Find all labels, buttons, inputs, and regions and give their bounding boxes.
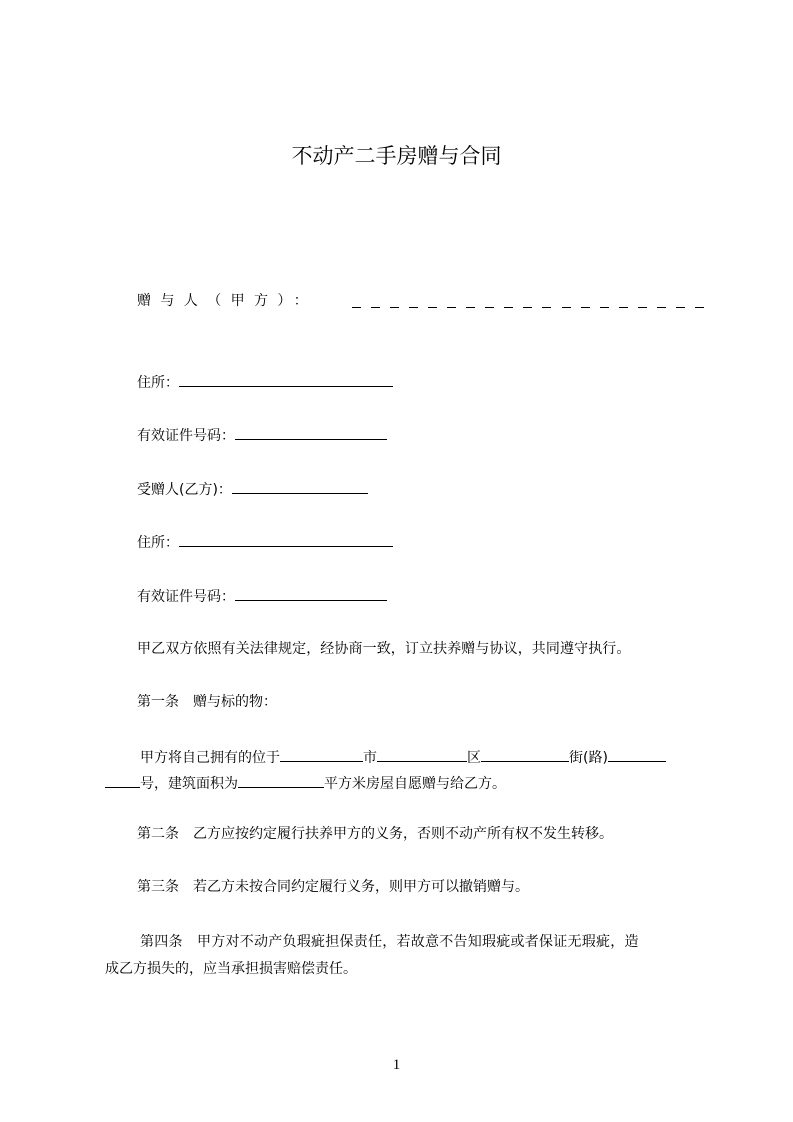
district-label: 区 xyxy=(467,750,481,766)
donee-address-label: 住所： xyxy=(137,535,179,551)
donor-address-label: 住所： xyxy=(137,375,179,391)
donee-id-line xyxy=(137,585,387,607)
page-number: 1 xyxy=(392,1057,401,1073)
donee-id-blank xyxy=(235,585,387,601)
street-number-blank-end xyxy=(105,772,140,788)
donee-address-blank xyxy=(179,531,393,547)
city-blank xyxy=(280,746,363,762)
donor-id-line xyxy=(137,424,387,446)
donee-id-label: 有效证件号码： xyxy=(137,589,235,605)
street-blank xyxy=(481,746,569,762)
district-blank xyxy=(377,746,467,762)
donee-label: 受赠人(乙方)： xyxy=(137,482,232,498)
area-tail: 平方米房屋自愿赠与给乙方。 xyxy=(324,776,506,792)
city-label: 市 xyxy=(363,750,377,766)
donor-id-label: 有效证件号码： xyxy=(137,428,235,444)
street-number-blank-start xyxy=(608,746,666,762)
area-blank xyxy=(238,772,324,788)
donor-label: 赠与人（甲方）： xyxy=(137,293,318,309)
article-3: 第三条 若乙方未按合同约定履行义务，则甲方可以撤销赠与。 xyxy=(137,879,529,895)
street-label: 街(路) xyxy=(569,750,608,766)
article-2: 第二条 乙方应按约定履行扶养甲方的义务，否则不动产所有权不发生转移。 xyxy=(137,826,613,842)
intro-paragraph: 甲乙双方依照有关法律规定，经协商一致，订立扶养赠与协议，共同遵守执行。 xyxy=(137,641,631,657)
donor-address-blank xyxy=(179,371,393,387)
article-1-heading: 第一条 赠与标的物： xyxy=(137,694,277,710)
article-1-line-2 xyxy=(105,772,506,794)
donor-row xyxy=(137,291,702,313)
article-4-line-2: 成乙方损失的，应当承担损害赔偿责任。 xyxy=(105,961,357,977)
number-area-label: 号，建筑面积为 xyxy=(140,776,238,792)
donor-name-blank xyxy=(352,291,704,311)
donee-line xyxy=(137,478,368,500)
article-1-line-1 xyxy=(140,746,666,768)
article-1-location-prefix: 甲方将自己拥有的位于 xyxy=(140,750,280,766)
donor-address-line xyxy=(137,371,393,393)
donee-address-line xyxy=(137,531,393,553)
article-4-line-1: 第四条 甲方对不动产负瑕疵担保责任，若故意不告知瑕疵或者保证无瑕疵，造 xyxy=(140,934,639,950)
contract-title: 不动产二手房赠与合同 xyxy=(291,144,502,168)
donee-name-blank xyxy=(232,478,368,494)
donor-id-blank xyxy=(235,424,387,440)
